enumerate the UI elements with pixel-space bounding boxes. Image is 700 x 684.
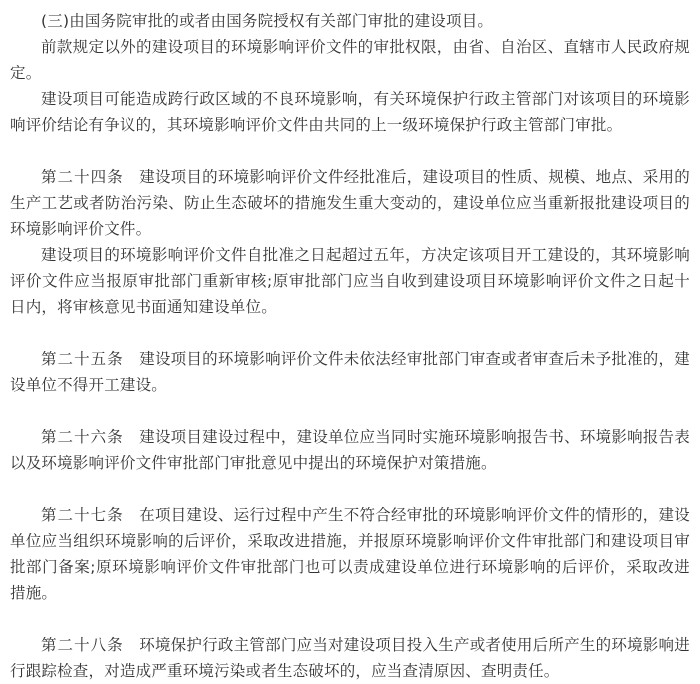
article-27 [10,502,690,606]
article-text: 在项目建设、运行过程中产生不符合经审批的环境影响评价文件的情形的，建设单位应当组织环境影响的后评价，采取改进措施，并报原环境影响评价文件审批部门和建设项目审批部门备案;原环境影响评价文件审批部门也可以责成建设单位进行环境影响的后评价，采取改进措施。 [10,506,690,602]
article-25 [10,346,690,398]
article-text: 环境保护行政主管部门应当对建设项目投入生产或者使用后所产生的环境影响进行跟踪检查，对造成严重环境污染或者生态破坏的，应当查清原因、查明责任。 [10,636,690,680]
article-text: 建设项目建设过程中，建设单位应当同时实施环境影响报告书、环境影响报告表以及环境影响评价文件审批部门审批意见中提出的环境保护对策措施。 [10,428,690,472]
paragraph-text: (三)由国务院审批的或者由国务院授权有关部门审批的建设项目。 [41,12,494,30]
document-body [10,8,690,684]
paragraph-clause-3 [10,8,690,34]
article-26 [10,424,690,476]
article-number: 第二十六条 [41,428,124,446]
paragraph-five-year-review [10,242,690,320]
article-text: 建设项目的环境影响评价文件经批准后，建设项目的性质、规模、地点、采用的生产工艺或者防治污染、防止生态破坏的措施发生重大变动的，建设单位应当重新报批建设项目的环境影响评价文件。 [10,168,690,238]
article-28 [10,632,690,684]
article-number: 第二十五条 [41,350,124,368]
article-text: 建设项目的环境影响评价文件未依法经审批部门审查或者审查后未予批准的，建设单位不得开工建设。 [10,350,690,394]
paragraph-spacer [10,138,690,164]
article-number: 第二十四条 [41,168,124,186]
paragraph-spacer [10,398,690,424]
paragraph-text: 建设项目可能造成跨行政区域的不良环境影响，有关环境保护行政主管部门对该项目的环境影响评价结论有争议的，其环境影响评价文件由共同的上一级环境保护行政主管部门审批。 [10,90,690,134]
paragraph-text: 前款规定以外的建设项目的环境影响评价文件的审批权限，由省、自治区、直辖市人民政府规定。 [10,38,690,82]
paragraph-spacer [10,320,690,346]
paragraph-approval-authority [10,34,690,86]
article-24 [10,164,690,242]
article-number: 第二十八条 [41,636,124,654]
paragraph-text: 建设项目的环境影响评价文件自批准之日起超过五年，方决定该项目开工建设的，其环境影响评价文件应当报原审批部门重新审核;原审批部门应当自收到建设项目环境影响评价文件之日起十日内，将审核意见书面通知建设单位。 [10,246,690,316]
paragraph-cross-region [10,86,690,138]
paragraph-spacer [10,606,690,632]
article-number: 第二十七条 [41,506,124,524]
paragraph-spacer [10,476,690,502]
